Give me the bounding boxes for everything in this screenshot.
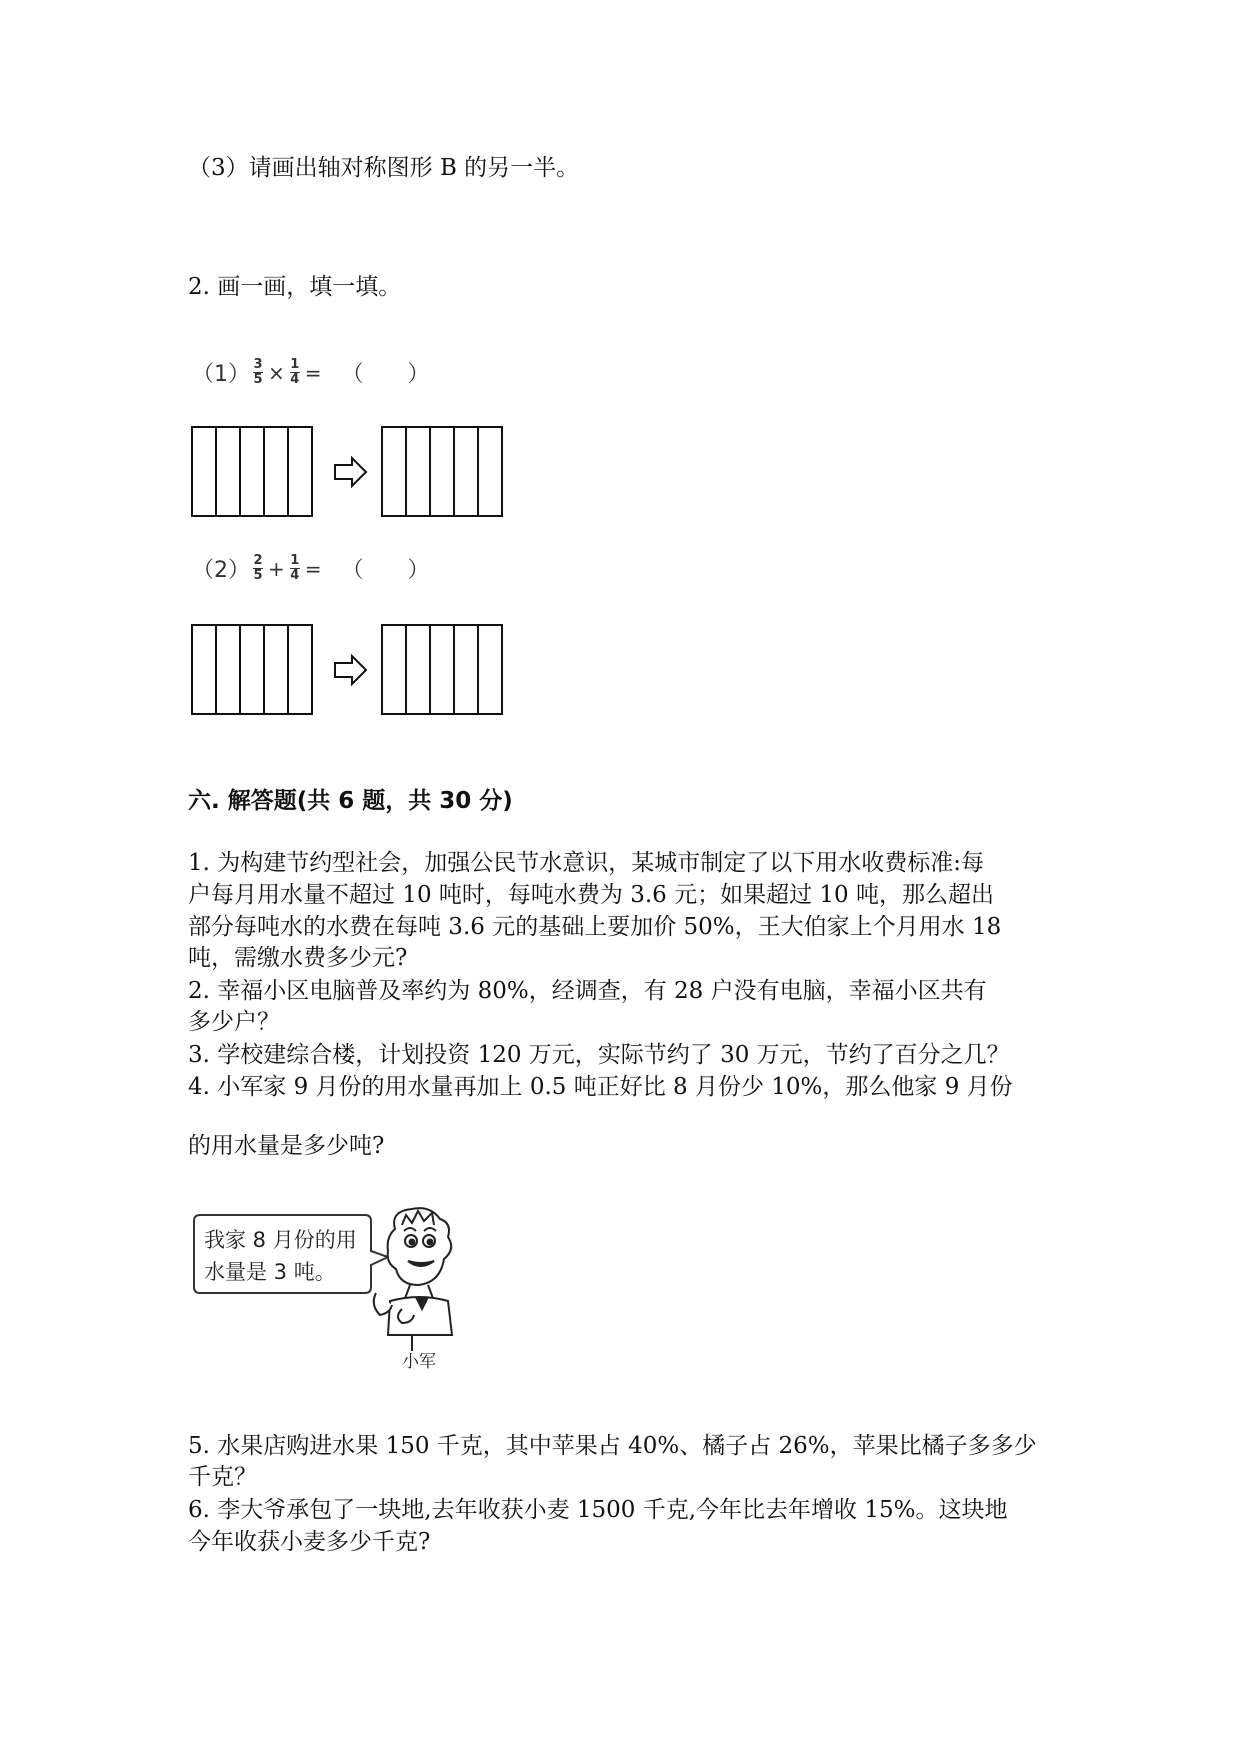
section-heading: 六. 解答题(共 6 题，共 30 分) [188, 788, 513, 814]
equals-sign: = [304, 360, 322, 385]
speech-line-1: 我家 8 月份的用 [204, 1228, 357, 1252]
problem-line: 3. 学校建综合楼，计划投资 120 万元，实际节约了 30 万元，节约了百分之几？ [188, 1042, 1010, 1068]
problem-line: 1. 为构建节约型社会，加强公民节水意识，某城市制定了以下用水收费标准:每 [188, 850, 985, 876]
plus-sign: + [268, 556, 285, 581]
fraction-1-4: $\frac{1}{4}$ [290, 553, 300, 583]
problem-line: 4. 小军家 9 月份的用水量再加上 0.5 吨正好比 8 月份少 10%，那么他家 9 月份 [188, 1074, 1013, 1100]
fraction-3-5: $\frac{3}{5}$ [253, 357, 263, 387]
xiaojun-illustration [190, 1205, 470, 1380]
arrow-right-icon [335, 656, 366, 684]
arrow-right-icon [335, 458, 366, 486]
problem-line: 6. 李大爷承包了一块地,去年收获小麦 1500 千克,今年比去年增收 15%。这块地 [188, 1497, 1008, 1523]
fraction-diagram-1 [190, 425, 510, 520]
grid-right [382, 625, 502, 714]
problem-line: 户每月用水量不超过 10 吨时，每吨水费为 3.6 元；如果超过 10 吨，那么超出 [188, 882, 994, 908]
speech-line-2: 水量是 3 吨。 [204, 1260, 336, 1284]
problem-line: 2. 幸福小区电脑普及率约为 80%，经调查，有 28 户没有电脑，幸福小区共有 [188, 978, 987, 1004]
grid-left [192, 625, 312, 714]
formula-1 [192, 357, 430, 388]
grid-right [382, 427, 502, 516]
answer-blank[interactable]: （ ） [341, 362, 430, 387]
formula-2 [192, 553, 430, 584]
boy-figure [374, 1208, 452, 1351]
fraction-diagram-2 [190, 623, 510, 718]
problem-line: 多少户？ [188, 1009, 280, 1035]
fraction-1-4: $\frac{1}{4}$ [290, 357, 300, 387]
problem-line: 今年收获小麦多少千克? [188, 1529, 431, 1555]
problem-line: 吨，需缴水费多少元? [188, 945, 408, 971]
problem-line: 的用水量是多少吨? [188, 1133, 385, 1159]
question-2-title: 2. 画一画，填一填。 [188, 274, 402, 300]
equals-sign: = [304, 556, 322, 581]
problem-line: 5. 水果店购进水果 150 千克，其中苹果占 40%、橘子占 26%，苹果比橘子多多少 [188, 1433, 1037, 1459]
problem-line: 部分每吨水的水费在每吨 3.6 元的基础上要加价 50%，王大伯家上个月用水 18 [188, 914, 1002, 940]
sub-question-3: （3）请画出轴对称图形 B 的另一半。 [188, 155, 580, 181]
formula-1-label: （1） [192, 362, 250, 387]
answer-blank[interactable]: （ ） [341, 558, 430, 583]
multiply-sign: × [268, 360, 285, 385]
problem-line: 千克？ [188, 1464, 257, 1490]
formula-2-label: （2） [192, 558, 250, 583]
character-name: 小军 [402, 1352, 436, 1372]
grid-left [192, 427, 312, 516]
fraction-2-5: $\frac{2}{5}$ [253, 553, 263, 583]
